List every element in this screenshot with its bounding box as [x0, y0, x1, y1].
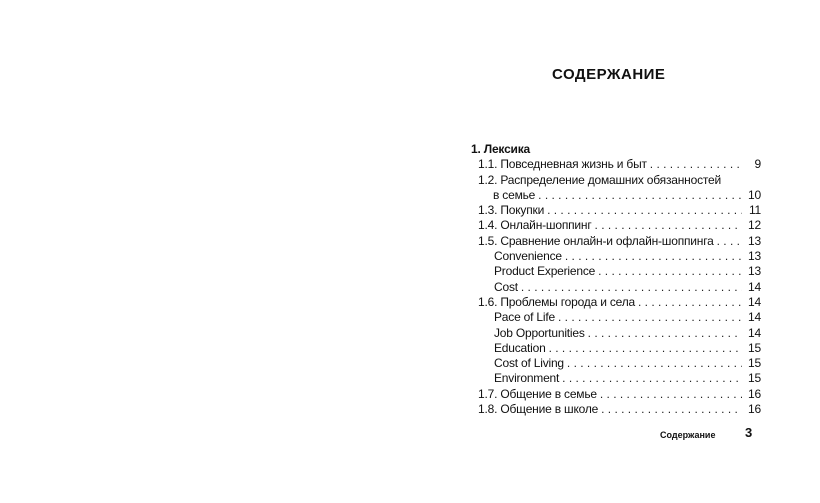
toc-entry[interactable]: [471, 203, 761, 218]
toc-leader-dots: [601, 402, 742, 417]
toc-entry-label: Pace of Life: [494, 310, 555, 325]
toc-leader-dots: [595, 218, 742, 233]
toc-entry[interactable]: [471, 326, 761, 341]
toc-entry[interactable]: [471, 218, 761, 233]
toc-leader-dots: [650, 157, 742, 172]
toc-entry-page: 15: [748, 340, 761, 355]
toc-leader-dots: [717, 234, 742, 249]
toc-entry[interactable]: [471, 249, 761, 264]
toc-leader-dots: [638, 295, 742, 310]
toc-entry[interactable]: [471, 341, 761, 356]
table-of-contents: [471, 142, 761, 417]
toc-entry[interactable]: [471, 310, 761, 325]
toc-leader-dots: [549, 341, 742, 356]
toc-entry-page: 13: [748, 233, 761, 248]
toc-entry-label: Cost: [494, 279, 518, 294]
toc-entry[interactable]: [471, 234, 761, 249]
toc-entry-label: Cost of Living: [494, 356, 564, 371]
toc-entry-page: 16: [748, 386, 761, 401]
toc-entry-label: Education: [494, 340, 546, 355]
toc-entry-page: 10: [748, 187, 761, 202]
toc-entries: [471, 157, 761, 417]
toc-entry[interactable]: [471, 280, 761, 295]
toc-entry-page: 14: [748, 310, 761, 325]
toc-leader-dots: [547, 203, 742, 218]
toc-entry-label: 1.5. Сравнение онлайн-и офлайн-шоппинга: [478, 233, 714, 248]
toc-entry-label: в семье: [493, 187, 536, 202]
toc-entry-page: 13: [748, 264, 761, 279]
toc-entry[interactable]: [471, 356, 761, 371]
toc-entry-label: 1.2. Распределение домашних обязанностей: [478, 172, 722, 187]
toc-entry-label: 1.7. Общение в семье: [478, 386, 597, 401]
toc-leader-dots: [567, 356, 742, 371]
right-page: [410, 0, 820, 503]
toc-entry-page: 11: [748, 203, 761, 218]
toc-entry-label: 1.6. Проблемы города и села: [478, 294, 636, 309]
toc-entry-page: 15: [748, 356, 761, 371]
toc-entry[interactable]: [471, 402, 761, 417]
toc-entry-page: 15: [748, 371, 761, 386]
toc-entry-label: Environment: [494, 371, 560, 386]
toc-entry-page: 16: [748, 402, 761, 417]
running-head: Содержание: [660, 430, 716, 440]
toc-leader-dots: [538, 188, 742, 203]
page-number: 3: [745, 425, 753, 440]
page-title-text: СОДЕРЖАНИЕ: [552, 66, 666, 83]
toc-entry-page: 9: [754, 157, 761, 172]
toc-entry[interactable]: [471, 188, 761, 203]
toc-entry-page: 14: [748, 325, 761, 340]
toc-entry[interactable]: [471, 295, 761, 310]
toc-entry-label: Product Experience: [494, 264, 596, 279]
toc-entry[interactable]: [471, 264, 761, 279]
toc-leader-dots: [565, 249, 742, 264]
toc-entry-label: 1.1. Повседневная жизнь и быт: [478, 157, 647, 172]
toc-leader-dots: [598, 264, 742, 279]
toc-entry-label: 1.3. Покупки: [478, 203, 545, 218]
toc-entry-label: Job Opportunities: [494, 325, 585, 340]
toc-entry-label: 1.4. Онлайн-шоппинг: [478, 218, 592, 233]
toc-entry-page: 13: [748, 249, 761, 264]
toc-entry-page: 14: [748, 279, 761, 294]
toc-leader-dots: [562, 371, 742, 386]
toc-entry-label: Convenience: [494, 249, 562, 264]
toc-entry-page: 14: [748, 294, 761, 309]
toc-entry-label: 1.8. Общение в школе: [478, 402, 599, 417]
toc-leader-dots: [600, 387, 742, 402]
toc-entry-page: 12: [748, 218, 761, 233]
toc-entry[interactable]: [471, 157, 761, 172]
toc-section-heading: 1. Лексика: [471, 142, 531, 156]
toc-entry[interactable]: [471, 173, 761, 188]
toc-leader-dots: [558, 310, 742, 325]
toc-leader-dots: [521, 280, 742, 295]
toc-leader-dots: [588, 326, 742, 341]
toc-entry[interactable]: [471, 387, 761, 402]
toc-entry[interactable]: [471, 371, 761, 386]
